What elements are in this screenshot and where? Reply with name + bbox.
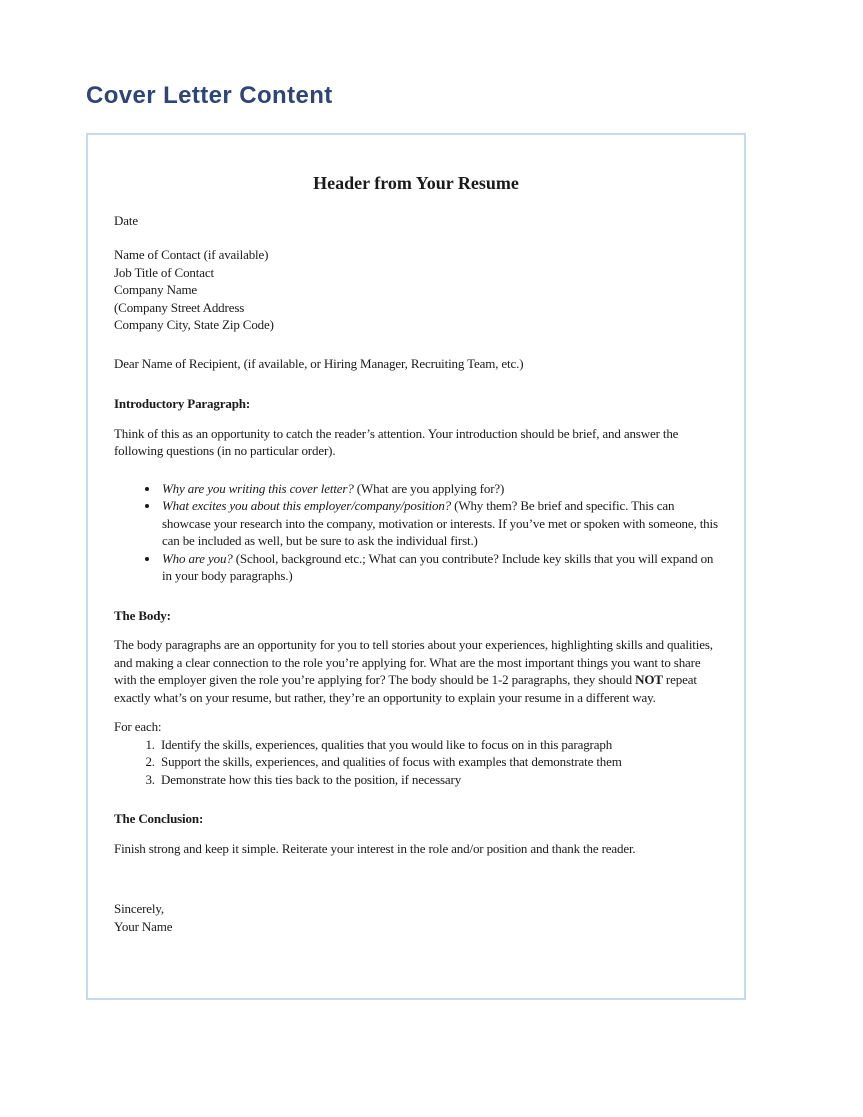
letter-header: Header from Your Resume [313,173,519,193]
bullet-question: Who are you? [162,550,233,566]
body-numbered-list [114,736,718,789]
closing-name: Your Name [114,918,173,934]
numbered-item-text: Identify the skills, experiences, qualities that you would like to focus on in this paragraph [161,736,613,752]
numbered-item-text: Support the skills, experiences, and qualities of focus with examples that demonstrate them [161,754,622,769]
closing-signoff: Sincerely, [114,901,164,916]
date-placeholder: Date [114,212,138,228]
bullet-question: Why are you writing this cover letter? [162,480,354,496]
numbered-item-support [158,753,718,771]
letter-template-box [86,133,746,1000]
body-bold-word: NOT [635,672,663,687]
closing-block [114,900,718,935]
bullet-explanation: (Why them? Be brief and specific. This can showcase your research into the company, motivation or interests. If you’ve met or spoken with someone, this can be included as well, but be sure to ask the individual first.) [162,498,718,548]
contact-line-job-title: Job Title of Contact [114,264,214,280]
contact-line-company: Company Name [114,282,198,297]
intro-section-heading: Introductory Paragraph: [114,396,251,411]
numbered-item-identify [158,736,718,754]
intro-bullet-list [114,480,718,585]
body-section-heading: The Body: [114,607,171,623]
bullet-question: What excites you about this employer/company/position? [162,498,452,513]
body-text-after-bold: repeat exactly what’s on your resume, but rather, they’re an opportunity to explain your resume in a different way. [114,672,697,705]
contact-line-city-state-zip: Company City, State Zip Code) [114,317,274,332]
body-text-before-bold: The body paragraphs are an opportunity for you to tell stories about your experiences, highlighting skills and qualities, and making a clear connection to the role you’re applying for. What are the most important things you want to share with the employer given the role you’re applying for? The body should be 1-2 paragraphs, they should [114,637,713,687]
numbered-item-text: Demonstrate how this ties back to the position, if necessary [161,771,462,787]
page-title: Cover Letter Content [86,82,333,109]
bullet-item-why-writing [160,480,718,498]
conclusion-paragraph: Finish strong and keep it simple. Reiterate your interest in the role and/or position and thank the reader. [114,840,636,856]
conclusion-section-heading: The Conclusion: [114,811,204,826]
for-each-label: For each: [114,719,162,734]
salutation: Dear Name of Recipient, (if available, or Hiring Manager, Recruiting Team, etc.) [114,355,524,371]
bullet-explanation: (What are you applying for?) [353,480,505,496]
bullet-item-who-are-you [160,550,718,585]
bullet-item-what-excites [160,497,718,550]
contact-line-name: Name of Contact (if available) [114,247,269,262]
bullet-explanation: (School, background etc.; What can you contribute? Include key skills that you will expand on in your body paragraphs.) [162,550,714,583]
contact-block [114,246,718,334]
numbered-item-demonstrate [158,771,718,789]
intro-paragraph: Think of this as an opportunity to catch the reader’s attention. Your introduction should be brief, and answer the following questions (in no particular order). [114,425,679,458]
contact-line-street: (Company Street Address [114,299,245,315]
body-paragraph [114,636,718,706]
